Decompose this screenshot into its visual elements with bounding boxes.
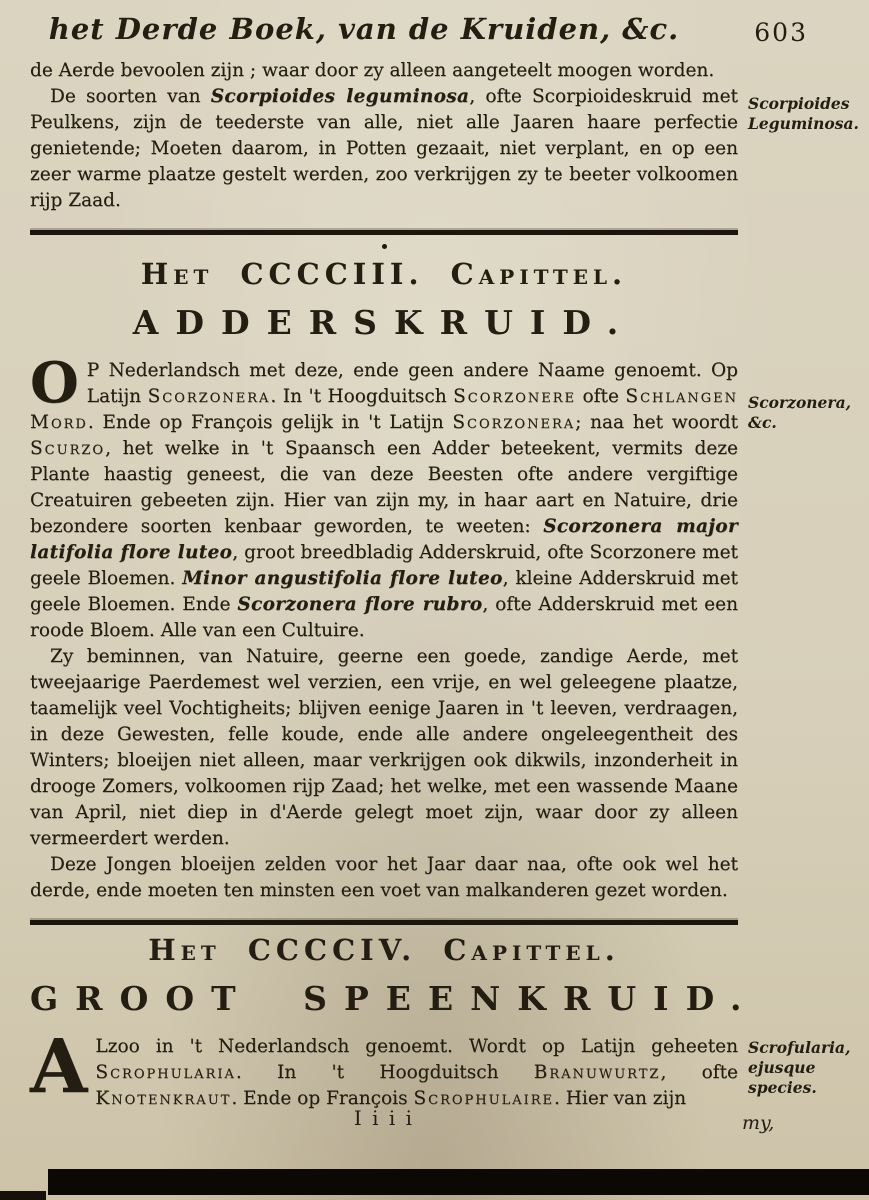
chapter-503-paragraph-1 (30, 350, 738, 644)
ornament-dot (382, 244, 387, 249)
intro-paragraph-continuation: de Aerde bevoolen zijn ; waar door zy alleen aangeteelt moogen worden. (30, 60, 715, 81)
scan-artifact-bottom-bar (48, 1169, 869, 1195)
drop-cap-A: A (30, 1024, 88, 1110)
section-divider-rule-2 (30, 920, 738, 925)
chapter-504-title: GROOT SPEENKRUID. (30, 979, 759, 1018)
margin-note-scrofularia: Scrofularia, ejusque species. (748, 1038, 851, 1097)
scan-artifact-left-smudge (0, 1191, 46, 1200)
chapter-503-paragraph-1-text: P Nederlandsch met deze, ende geen andere Naame genoemt. Op Latijn Scorzonera. In 't Hoogduitsch Scorzonere ofte Schlangen Mord. Ende op François gelijk in 't Latijn Scorzonera; naa het woordt Scurzo, het welke in 't Spaansch een Adder beteekent, vermits deze Plante haastig geneest, die van deze Beesten ofte andere vergiftige Creatuiren gebeeten zijn. Hier van zijn my, in haar aart en Natuire, drie bezondere soorten kenbaar geworden, te weeten: Scorzonera major latifolia flore luteo, groot breedbladig Adderskruid, ofte Scorzonere met geele Bloemen. Minor angustifolia flore luteo, kleine Adderskruid met geele Bloemen. Ende Scorzonera flore rubro, ofte Adderskruid met een roode Bloem. Alle van een Cultuire. (30, 360, 738, 641)
chapter-503-title: ADDERSKRUID. (132, 303, 636, 342)
drop-cap-O: O (30, 350, 79, 416)
page-header (30, 12, 808, 56)
chapter-503-heading: Het CCCCIII. Capittel. (140, 257, 628, 291)
page-number: 603 (754, 18, 808, 47)
chapter-503-paragraph-2: Zy beminnen, van Natuire, geerne een goede, zandige Aerde, met tweejaarige Paerdemest wel verzien, een vrije, en wel geleegene plaatze, taamelijk veel Vochtigheits; blijven eenige Jaaren in 't leeven, verdraagen, in deze Gewesten, felle koude, ende alle andere ongeleegentheit des Winters; bloeijen niet alleen, maar verkrijgen ook dikwils, inzonderheit in drooge Zomers, volkoomen rijp Zaad; het welke, met een wassende Maane van April, niet diep in d'Aerde gelegt moet zijn, waar door zy alleen vermeerdert werden. (30, 646, 738, 849)
chapter-503-paragraph-3: Deze Jongen bloeijen zelden voor het Jaar daar naa, ofte ook wel het derde, ende moeten ten minsten een voet van malkanderen gezet worden. (30, 854, 738, 901)
margin-note-scorzonera: Scorzonera, &c. (748, 393, 852, 432)
catchword: my, (742, 1112, 775, 1134)
chapter-504-heading: Het CCCCIV. Capittel. (148, 933, 620, 967)
intro-paragraph-scorpioides: De soorten van Scorpioides leguminosa, ofte Scorpioideskruid met Peulkens, zijn de teederste van alle, niet alle Jaaren haare perfectie genietende; Moeten daarom, in Potten gezaait, niet verplant, en op een zeer warme plaatze gestelt werden, zoo verkrijgen zy te beeter volkoomen rijp Zaad. (30, 86, 738, 211)
chapter-504-paragraph-1 (30, 1024, 738, 1112)
running-title: het Derde Boek, van de Kruiden, &c. (48, 12, 680, 46)
section-divider-rule (30, 230, 738, 235)
margin-note-scorpioides: Scorpioides Leguminosa. (748, 94, 859, 133)
chapter-504-paragraph-1-text: Lzoo in 't Nederlandsch genoemt. Wordt op Latijn geheeten Scrophularia. In 't Hoogduitsch Branuwurtz, ofte Knotenkraut. Ende op François Scrophulaire. Hier van zijn (95, 1036, 738, 1109)
signature-mark: I i i i (353, 1106, 415, 1130)
